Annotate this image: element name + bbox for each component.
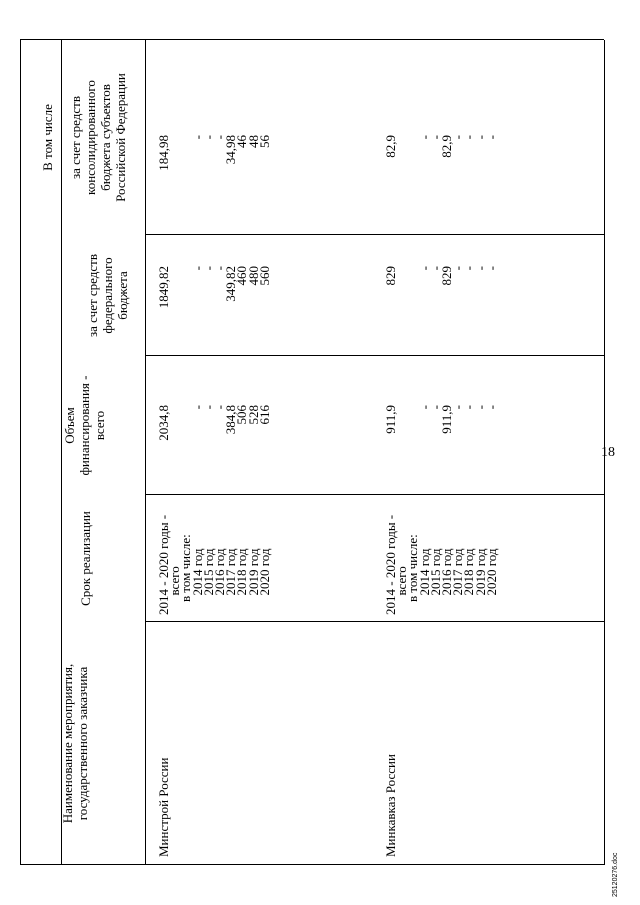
table-row-federal: 829 - - 829 - - - -: [383, 266, 499, 286]
header-term: Срок реализации: [78, 511, 93, 606]
page-number: 18: [601, 445, 615, 460]
table-row-term: 2014 - 2020 годы - всего в том числе: 2014 год 2015 год 2016 год 2017 год 2018 год 2019 год 2020 год: [156, 514, 272, 615]
table-row-name: Минкавказ России: [383, 754, 398, 857]
header-total: Объем финансирования - всего: [62, 375, 107, 476]
table-row-term: 2014 - 2020 годы - всего в том числе: 2014 год 2015 год 2016 год 2017 год 2018 год 2019 год 2020 год: [383, 514, 499, 615]
table-border-bottom: [604, 40, 605, 865]
table-row-name: Минстрой России: [156, 757, 171, 857]
header-name: Наименование мероприятия, государственного заказчика: [60, 663, 90, 824]
header-federal: за счет средств федерального бюджета: [85, 254, 130, 337]
footer-code: 25120276.doc: [612, 852, 619, 897]
header-including: В том числе: [40, 104, 55, 171]
table-row-total: 911,9 - - 911,9 - - - -: [383, 405, 499, 434]
table-row-regional: 184,98 - - - 34,98 46 48 56: [156, 135, 272, 171]
header-regional: за счет средств консолидированного бюджета субъектов Российской Федерации: [68, 73, 128, 202]
col-sep-1: [20, 864, 604, 865]
table-top-edge: [20, 40, 21, 865]
table-row-federal: 1849,82 - - - 349,82 460 480 560: [156, 266, 272, 309]
table-border-top: [145, 40, 146, 865]
table-row-regional: 82,9 - - 82,9 - - - -: [383, 135, 499, 158]
col-sep-2: [145, 621, 604, 622]
table-row-total: 2034,8 - - - 384,8 506 528 616: [156, 405, 272, 441]
